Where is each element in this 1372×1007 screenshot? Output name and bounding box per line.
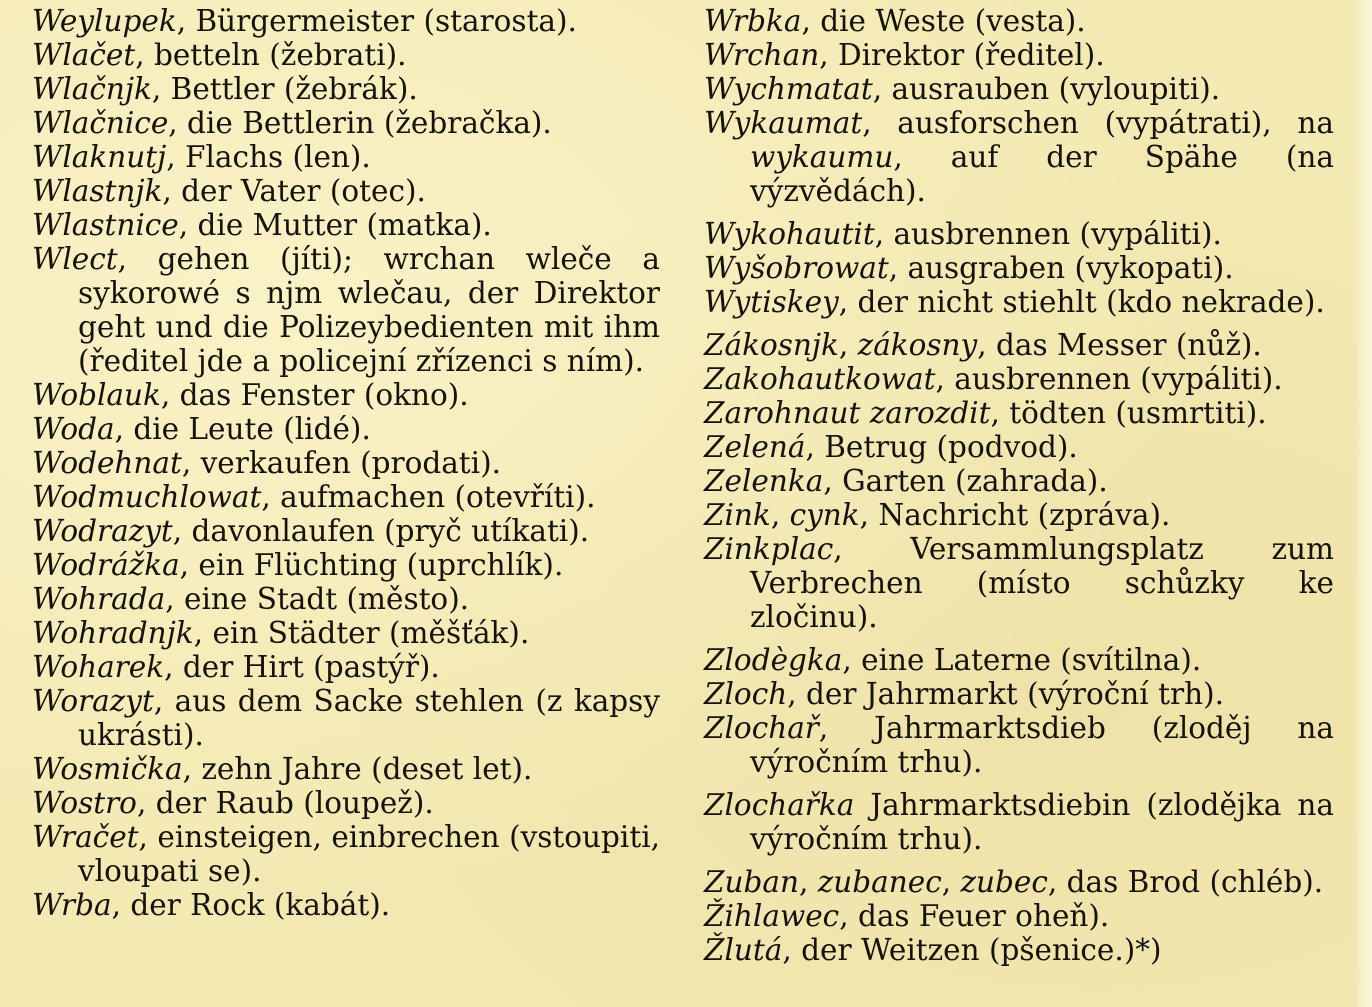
definition: , ausforschen (vypátrati), na <box>862 106 1334 140</box>
definition: , eine Stadt (město). <box>165 582 470 616</box>
headword: Wohradnjk <box>32 616 194 650</box>
headword-variant: wykaumu <box>750 140 894 174</box>
entry-zloch <box>704 677 1334 711</box>
headword: Wračet <box>32 820 139 854</box>
entry-wostro <box>32 786 660 820</box>
headword: Wrbka <box>704 4 802 38</box>
headword: Wytiskey <box>704 285 839 319</box>
definition: Jahrmarktsdiebin (zlodějka na výročním trhu). <box>750 788 1334 856</box>
definition: , ausbrennen (vypáliti). <box>874 217 1222 251</box>
definition: , der Weitzen (pšenice.)*) <box>782 933 1162 967</box>
definition: , das Fenster (okno). <box>160 378 469 412</box>
headword: Wlačet <box>32 38 136 72</box>
definition-continued: , das Messer (nůž). <box>977 328 1262 362</box>
headword: Weylupek <box>32 4 177 38</box>
definition: , zehn Jahre (deset let). <box>182 752 533 786</box>
headword: Wykohautit <box>704 217 875 251</box>
entry-wracet <box>32 820 660 888</box>
headword: Woda <box>32 412 115 446</box>
entry-wodmuchlowat <box>32 480 660 514</box>
definition: , aus dem Sacke stehlen (z kapsy ukrásti). <box>78 684 660 752</box>
definition: , gehen (jíti); wrchan wleče a sykorowé s njm wlečau, der Direktor geht und die Polizeybedienten mit ihm (ředitel jde a policejní zřízenci s ním). <box>78 242 660 378</box>
headword: Zuban <box>704 865 799 899</box>
definition: , die Weste (vesta). <box>801 4 1086 38</box>
definition: , davonlaufen (pryč utíkati). <box>172 514 590 548</box>
headword-variant-2: zubec <box>960 865 1048 899</box>
headword: Žlutá <box>704 933 783 967</box>
headword: Zlodègka <box>704 643 843 677</box>
entry-woda <box>32 412 660 446</box>
headword: Wosmička <box>32 752 183 786</box>
headword-variant: zákosny <box>857 328 978 362</box>
entry-wosmicka <box>32 752 660 786</box>
headword: Wohrada <box>32 582 166 616</box>
definition: , ein Flüchting (uprchlík). <box>179 548 564 582</box>
left-column <box>32 4 660 922</box>
entry-wysobrowat <box>704 251 1334 285</box>
entry-wychmatat <box>704 72 1334 106</box>
definition: , der Rock (kabát). <box>111 888 391 922</box>
headword: Žihlawec <box>704 899 840 933</box>
definition: , einsteigen, einbrechen (vstoupiti, vloupati se). <box>78 820 660 888</box>
headword: Wodmuchlowat <box>32 480 262 514</box>
headword: Wlačnjk <box>32 72 152 106</box>
headword-variant: zubanec <box>817 865 942 899</box>
headword: Wlect <box>32 242 118 276</box>
entry-zluta <box>704 933 1334 967</box>
entry-zlodegka <box>704 643 1334 677</box>
entry-wohrada <box>32 582 660 616</box>
entry-zlocharka <box>704 788 1334 856</box>
definition-continued-2: , das Brod (chléb). <box>1047 865 1324 899</box>
entry-wykaumat <box>704 106 1334 208</box>
entry-wykohautit <box>704 217 1334 251</box>
entry-wlect <box>32 242 660 378</box>
headword: Wlastnjk <box>32 174 163 208</box>
headword: Zákosnjk <box>704 328 839 362</box>
definition: , Versammlungsplatz zum Verbrechen (místo schůzky ke zločinu). <box>750 532 1334 634</box>
entry-zinkplac <box>704 532 1334 634</box>
entry-zuban <box>704 865 1334 899</box>
entry-wodrazyt <box>32 514 660 548</box>
entry-zelenka <box>704 464 1334 498</box>
entry-wrbka <box>704 4 1334 38</box>
definition-continued: , <box>941 865 961 899</box>
headword: Zinkplac <box>704 532 834 566</box>
definition: , eine Laterne (svítilna). <box>842 643 1202 677</box>
headword: Wostro <box>32 786 137 820</box>
headword: Zloch <box>704 677 788 711</box>
headword: Wlastnice <box>32 208 179 242</box>
definition: , der Jahrmarkt (výroční trh). <box>787 677 1224 711</box>
definition: , <box>798 865 818 899</box>
entry-zihlawec <box>704 899 1334 933</box>
entry-wytiskey <box>704 285 1334 319</box>
headword-variant: cynk <box>789 498 860 532</box>
entry-wlacnice <box>32 106 660 140</box>
entry-zakohautkowat <box>704 362 1334 396</box>
headword: Wodrážka <box>32 548 180 582</box>
headword: Zink <box>704 498 771 532</box>
headword: Zelená <box>704 430 806 464</box>
entry-zink <box>704 498 1334 532</box>
right-column <box>704 4 1334 967</box>
entry-woharek <box>32 650 660 684</box>
definition: , Flachs (len). <box>166 140 371 174</box>
entry-wodehnat <box>32 446 660 480</box>
headword: Wlaknutj <box>32 140 167 174</box>
definition: , ausbrennen (vypáliti). <box>935 362 1283 396</box>
headword: Woblauk <box>32 378 161 412</box>
definition: , verkaufen (prodati). <box>181 446 501 480</box>
headword: Zlochařka <box>704 788 855 822</box>
definition: , Bettler (žebrák). <box>151 72 418 106</box>
definition: , ausrauben (vyloupiti). <box>872 72 1221 106</box>
page-edge <box>1354 0 1372 1007</box>
definition: , Direktor (ředitel). <box>819 38 1105 72</box>
entry-wlastnjk <box>32 174 660 208</box>
definition: , Garten (zahrada). <box>823 464 1108 498</box>
entry-woblauk <box>32 378 660 412</box>
definition: , die Bettlerin (žebračka). <box>168 106 552 140</box>
definition: , die Mutter (matka). <box>178 208 492 242</box>
headword: Zlochař <box>704 711 819 745</box>
headword: Wlačnice <box>32 106 169 140</box>
definition: , Jahrmarktsdieb (zloděj na výročním trhu). <box>750 711 1334 779</box>
definition-continued: , auf der Spähe (na výzvědách). <box>750 140 1334 208</box>
definition: , das Feuer oheň). <box>839 899 1110 933</box>
headword: Zarohnaut zarozdit <box>704 396 991 430</box>
entry-wlacet <box>32 38 660 72</box>
definition: , der Vater (otec). <box>162 174 426 208</box>
entry-weylupek <box>32 4 660 38</box>
definition: , aufmachen (otevříti). <box>261 480 596 514</box>
headword: Wodehnat <box>32 446 182 480</box>
definition-continued: , Nachricht (zpráva). <box>859 498 1171 532</box>
entry-wrchan <box>704 38 1334 72</box>
definition: , ein Städter (měšťák). <box>193 616 530 650</box>
headword: Wyšobrowat <box>704 251 889 285</box>
definition: , tödten (usmrtiti). <box>990 396 1267 430</box>
entry-wrba <box>32 888 660 922</box>
entry-wodrazka <box>32 548 660 582</box>
definition: , Bürgermeister (starosta). <box>176 4 577 38</box>
entry-wlaknutj <box>32 140 660 174</box>
headword: Wodrazyt <box>32 514 173 548</box>
definition: , Betrug (podvod). <box>805 430 1078 464</box>
entry-worazyt <box>32 684 660 752</box>
definition: , <box>770 498 790 532</box>
entry-wlastnice <box>32 208 660 242</box>
entry-zarohnaut <box>704 396 1334 430</box>
definition: , der Hirt (pastýř). <box>164 650 440 684</box>
headword: Wychmatat <box>704 72 873 106</box>
headword: Wrchan <box>704 38 820 72</box>
definition: , der Raub (loupež). <box>136 786 434 820</box>
definition: , <box>838 328 858 362</box>
entry-zakosnjk <box>704 328 1334 362</box>
headword: Wrba <box>32 888 112 922</box>
entry-wohradnjk <box>32 616 660 650</box>
headword: Zelenka <box>704 464 824 498</box>
entry-zlochar <box>704 711 1334 779</box>
definition: , ausgraben (vykopati). <box>888 251 1234 285</box>
definition: , die Leute (lidé). <box>114 412 371 446</box>
headword: Zakohautkowat <box>704 362 936 396</box>
headword: Wykaumat <box>704 106 863 140</box>
headword: Woharek <box>32 650 165 684</box>
entry-zelena <box>704 430 1334 464</box>
definition: , der nicht stiehlt (kdo nekrade). <box>838 285 1325 319</box>
entry-wlacnjk <box>32 72 660 106</box>
definition: , betteln (žebrati). <box>135 38 407 72</box>
headword: Worazyt <box>32 684 154 718</box>
